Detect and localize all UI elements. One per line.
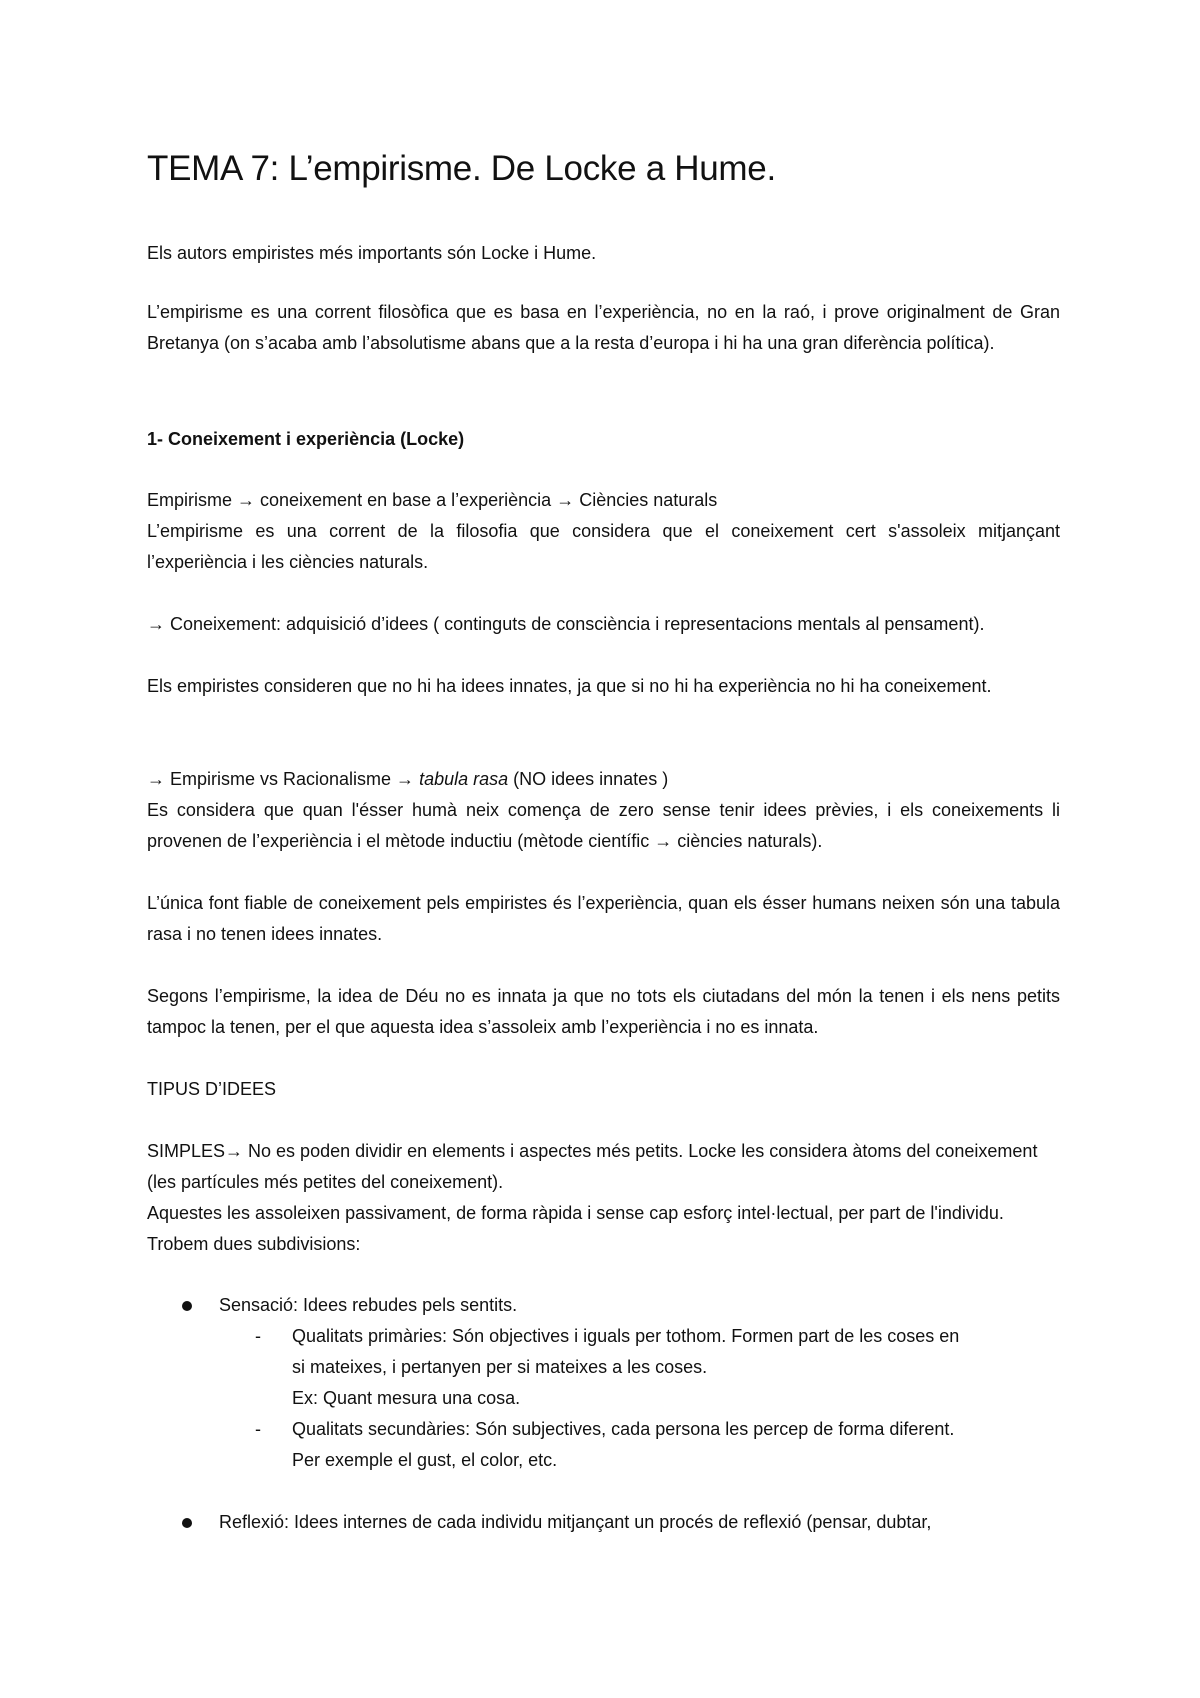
coneixement-paragraph: → Coneixement: adquisició d’idees ( continguts de consciència i representacions mentals al pensament).	[147, 614, 985, 634]
dash-icon: -	[255, 1419, 261, 1439]
vs-text-end: (NO idees innates )	[508, 769, 669, 789]
intro-paragraph: Els autors empiristes més importants són Locke i Hume.	[147, 243, 597, 263]
font-fiable-paragraph: L’única font fiable de coneixement pels empiristes és l’experiència, quan els ésser humans neixen són una tabula rasa i no tenen idees innates.	[147, 893, 1060, 944]
bullet-item-sensacio	[147, 1290, 1060, 1321]
empirisme-definition-paragraph: L’empirisme es una corrent filosòfica que es basa en l’experiència, no en la raó, i prove originalment de Gran Bretanya (on s’acaba amb l’absolutisme abans que a la resta d’europa i hi ha una gran diferència política).	[147, 302, 1060, 353]
sub-item-line: Ex: Quant mesura una cosa.	[292, 1388, 521, 1408]
simples-paragraph: SIMPLES→ No es poden dividir en elements i aspectes més petits. Locke les considera àtoms del coneixement (les partícules més petites del coneixement).	[147, 1141, 1038, 1192]
empirisme-summary-line: Empirisme → coneixement en base a l’experiència → Ciències naturals	[147, 490, 718, 510]
bullet-icon	[182, 1518, 192, 1528]
vs-text-start: → Empirisme vs Racionalisme →	[147, 769, 420, 789]
bullet-text: Sensació: Idees rebudes pels sentits.	[219, 1295, 518, 1315]
section-heading: 1- Coneixement i experiència (Locke)	[147, 429, 465, 449]
sub-item-qualitats-secundaries	[147, 1414, 1060, 1476]
tabula-rasa-paragraph: Es considera que quan l'ésser humà neix comença de zero sense tenir idees prèvies, i els coneixements li provenen de l’experiència i el mètode inductiu (mètode científic → ciències naturals).	[147, 800, 1060, 851]
bullet-item-reflexio	[147, 1507, 1060, 1538]
tabula-rasa-term: tabula rasa	[419, 769, 509, 789]
empirisme-vs-racionalisme-line	[147, 764, 1060, 795]
assoleixen-paragraph: Aquestes les assoleixen passivament, de forma ràpida i sense cap esforç intel·lectual, per part de l'individu. Trobem dues subdivisions:	[147, 1203, 1004, 1254]
sub-item-line: si mateixes, i pertanyen per si mateixes a les coses.	[292, 1357, 708, 1377]
innates-paragraph: Els empiristes consideren que no hi ha idees innates, ja que si no hi ha experiència no hi ha coneixement.	[147, 676, 992, 696]
sub-item-text	[292, 1321, 1042, 1414]
sub-item-line: Qualitats secundàries: Són subjectives, cada persona les percep de forma diferent.	[292, 1419, 955, 1439]
bullet-text: Reflexió: Idees internes de cada individu mitjançant un procés de reflexió (pensar, dubtar,	[219, 1512, 932, 1532]
empirisme-paragraph: L’empirisme es una corrent de la filosofia que considera que el coneixement cert s'assoleix mitjançant l’experiència i les ciències naturals.	[147, 521, 1060, 572]
tipus-idees-heading: TIPUS D’IDEES	[147, 1079, 277, 1099]
sub-item-line: Qualitats primàries: Són objectives i iguals per tothom. Formen part de les coses en	[292, 1326, 960, 1346]
sub-item-qualitats-primaries	[147, 1321, 1060, 1414]
bullet-icon	[182, 1301, 192, 1311]
sub-item-line: Per exemple el gust, el color, etc.	[292, 1450, 558, 1470]
deu-paragraph: Segons l’empirisme, la idea de Déu no es innata ja que no tots els ciutadans del món la tenen i els nens petits tampoc la tenen, per el que aquesta idea s’assoleix amb l’experiència i no es innata.	[147, 986, 1060, 1037]
page-title: TEMA 7: L’empirisme. De Locke a Hume.	[147, 149, 776, 188]
sub-item-text	[292, 1414, 1042, 1476]
dash-icon: -	[255, 1326, 261, 1346]
